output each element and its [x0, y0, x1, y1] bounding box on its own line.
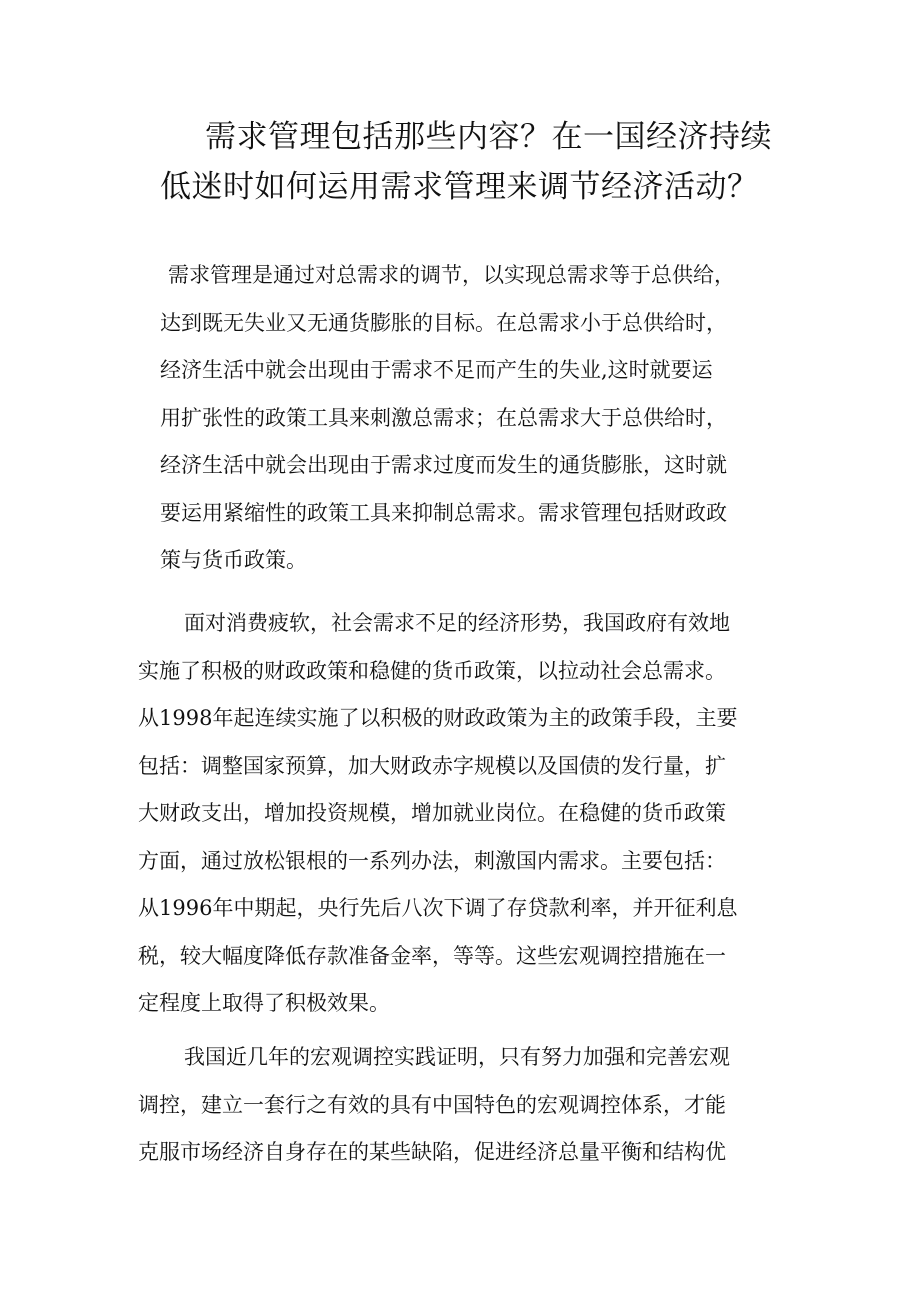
paragraph-line: 需求管理是通过对总需求的调节，以实现总需求等于总供给， [168, 263, 735, 287]
paragraph-macro-control-conclusion [138, 1034, 798, 1177]
paragraph-line: 定程度上取得了积极效果。 [138, 991, 390, 1015]
paragraph-line: 经济生活中就会出现由于需求不足而产生的失业,这时就要运 [160, 358, 713, 382]
paragraph-line: 方面，通过放松银根的一系列办法，刺激国内需求。主要包括： [138, 848, 726, 873]
title-line-1: 需求管理包括那些内容？在一国经济持续 [205, 119, 772, 155]
paragraph-line: 策与货币政策。 [160, 548, 307, 572]
paragraph-demand-management-definition [160, 252, 810, 585]
paragraph-line: 经济生活中就会出现由于需求过度而发生的通货膨胀，这时就 [160, 453, 727, 477]
paragraph-line: 包括：调整国家预算，加大财政赤字规模以及国债的发行量，扩 [138, 753, 726, 778]
document-title [160, 112, 800, 212]
paragraph-policy-measures [138, 600, 798, 1028]
title-line-2: 低迷时如何运用需求管理来调节经济活动？ [160, 169, 759, 205]
paragraph-line: 克服市场经济自身存在的某些缺陷，促进经济总量平衡和结构优 [138, 1140, 726, 1164]
paragraph-line: 税，较大幅度降低存款准备金率，等等。这些宏观调控措施在一 [138, 943, 726, 968]
paragraph-line: 面对消费疲软，社会需求不足的经济形势，我国政府有效地 [184, 611, 730, 635]
paragraph-line: 从1998年起连续实施了以积极的财政政策为主的政策手段，主要 [138, 706, 738, 730]
paragraph-line: 实施了积极的财政政策和稳健的货币政策，以拉动社会总需求。 [138, 658, 726, 683]
paragraph-line: 达到既无失业又无通货膨胀的目标。在总需求小于总供给时， [160, 310, 727, 335]
paragraph-line: 调控，建立一套行之有效的具有中国特色的宏观调控体系，才能 [138, 1092, 726, 1117]
paragraph-line: 要运用紧缩性的政策工具来抑制总需求。需求管理包括财政政 [160, 500, 727, 525]
paragraph-line: 从1996年中期起，央行先后八次下调了存贷款利率，并开征利息 [138, 896, 738, 920]
paragraph-line: 用扩张性的政策工具来刺激总需求；在总需求大于总供给时， [160, 405, 727, 430]
paragraph-line: 大财政支出，增加投资规模，增加就业岗位。在稳健的货币政策 [138, 801, 726, 825]
paragraph-line: 我国近几年的宏观调控实践证明，只有努力加强和完善宏观 [184, 1045, 730, 1069]
